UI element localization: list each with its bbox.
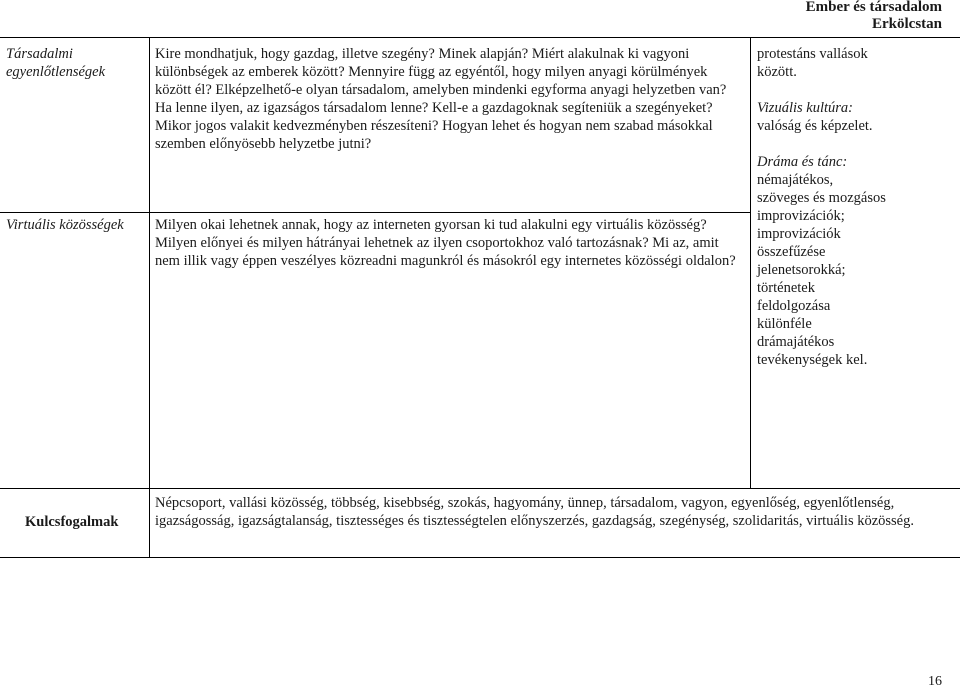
content-cell	[155, 216, 745, 270]
connections-cell	[757, 45, 887, 369]
drama-text: némajátékos, szöveges és mozgásos improvizációk; improvizációk összefűzése jelenetsorokká; történetek feldolgozása különféle drámajátékos tevékenységek kel.	[757, 172, 886, 368]
keyconcepts-text-cell	[155, 494, 920, 530]
keyconcepts-label: Kulcsfogalmak	[25, 514, 119, 530]
header-course: Erkölcstan	[871, 16, 942, 32]
content-text: Kire mondhatjuk, hogy gazdag, illetve szegény? Minek alapján? Miért alakulnak ki vagyoni különbségek az emberek között? Mennyire függ az egyéntől, hogy milyen anyagi körülmények között él? Elképzelhető-e olyan társadalom, amelyben mindenki egyforma anyagi helyzetben van? Ha lenne ilyen, az igazságos társadalom lenne? Kell-e a gazdagoknak segíteniük a szegényeket? Mikor jogos valakit kedvezményben részesíteni? Hogyan lehet és hogyan nem szabad másokkal szemben előnyösebb helyzetbe jutni?	[155, 46, 727, 152]
table-top-border	[0, 37, 960, 38]
keyconcepts-divider	[0, 488, 960, 489]
topic-label: Társadalmi egyenlőtlenségek	[6, 46, 106, 80]
col-divider-2	[750, 37, 751, 489]
vizualis-label: Vizuális kultúra:	[757, 100, 853, 116]
header-subject: Ember és társadalom	[805, 0, 942, 15]
connections-intro: protestáns vallások között.	[757, 46, 868, 80]
keyconcepts-text: Népcsoport, vallási közösség, többség, kisebbség, szokás, hagyomány, ünnep, társadalom, vagyon, egyenlőség, egyenlőtlenség, igazságosság, igazságtalanság, tisztességes és tisztességtelen előnyszerzés, gazdagság, szegénység, szolidaritás, virtuális közösség.	[155, 495, 914, 529]
drama-label: Dráma és tánc:	[757, 154, 848, 170]
vizualis-text: valóság és képzelet.	[757, 118, 873, 134]
topic-label: Virtuális közösségek	[6, 217, 124, 233]
table-bottom-border	[0, 557, 960, 558]
page-header	[806, 0, 942, 33]
content-cell	[155, 45, 745, 153]
topic-cell	[6, 45, 144, 81]
content-text: Milyen okai lehetnek annak, hogy az interneten gyorsan ki tud alakulni egy virtuális közösség? Milyen előnyei és milyen hátrányai lehetnek az ilyen csoportokhoz való tartozásnak? Mi az, amit nem illik vagy éppen veszélyes közreadni magunkról és másokról egy internetes közösségi oldalon?	[155, 217, 736, 269]
keyconcepts-label-cell	[25, 513, 145, 531]
topic-cell	[6, 216, 146, 234]
row-divider	[0, 212, 750, 213]
page-number: 16	[928, 674, 942, 689]
col-divider-1	[149, 37, 150, 557]
